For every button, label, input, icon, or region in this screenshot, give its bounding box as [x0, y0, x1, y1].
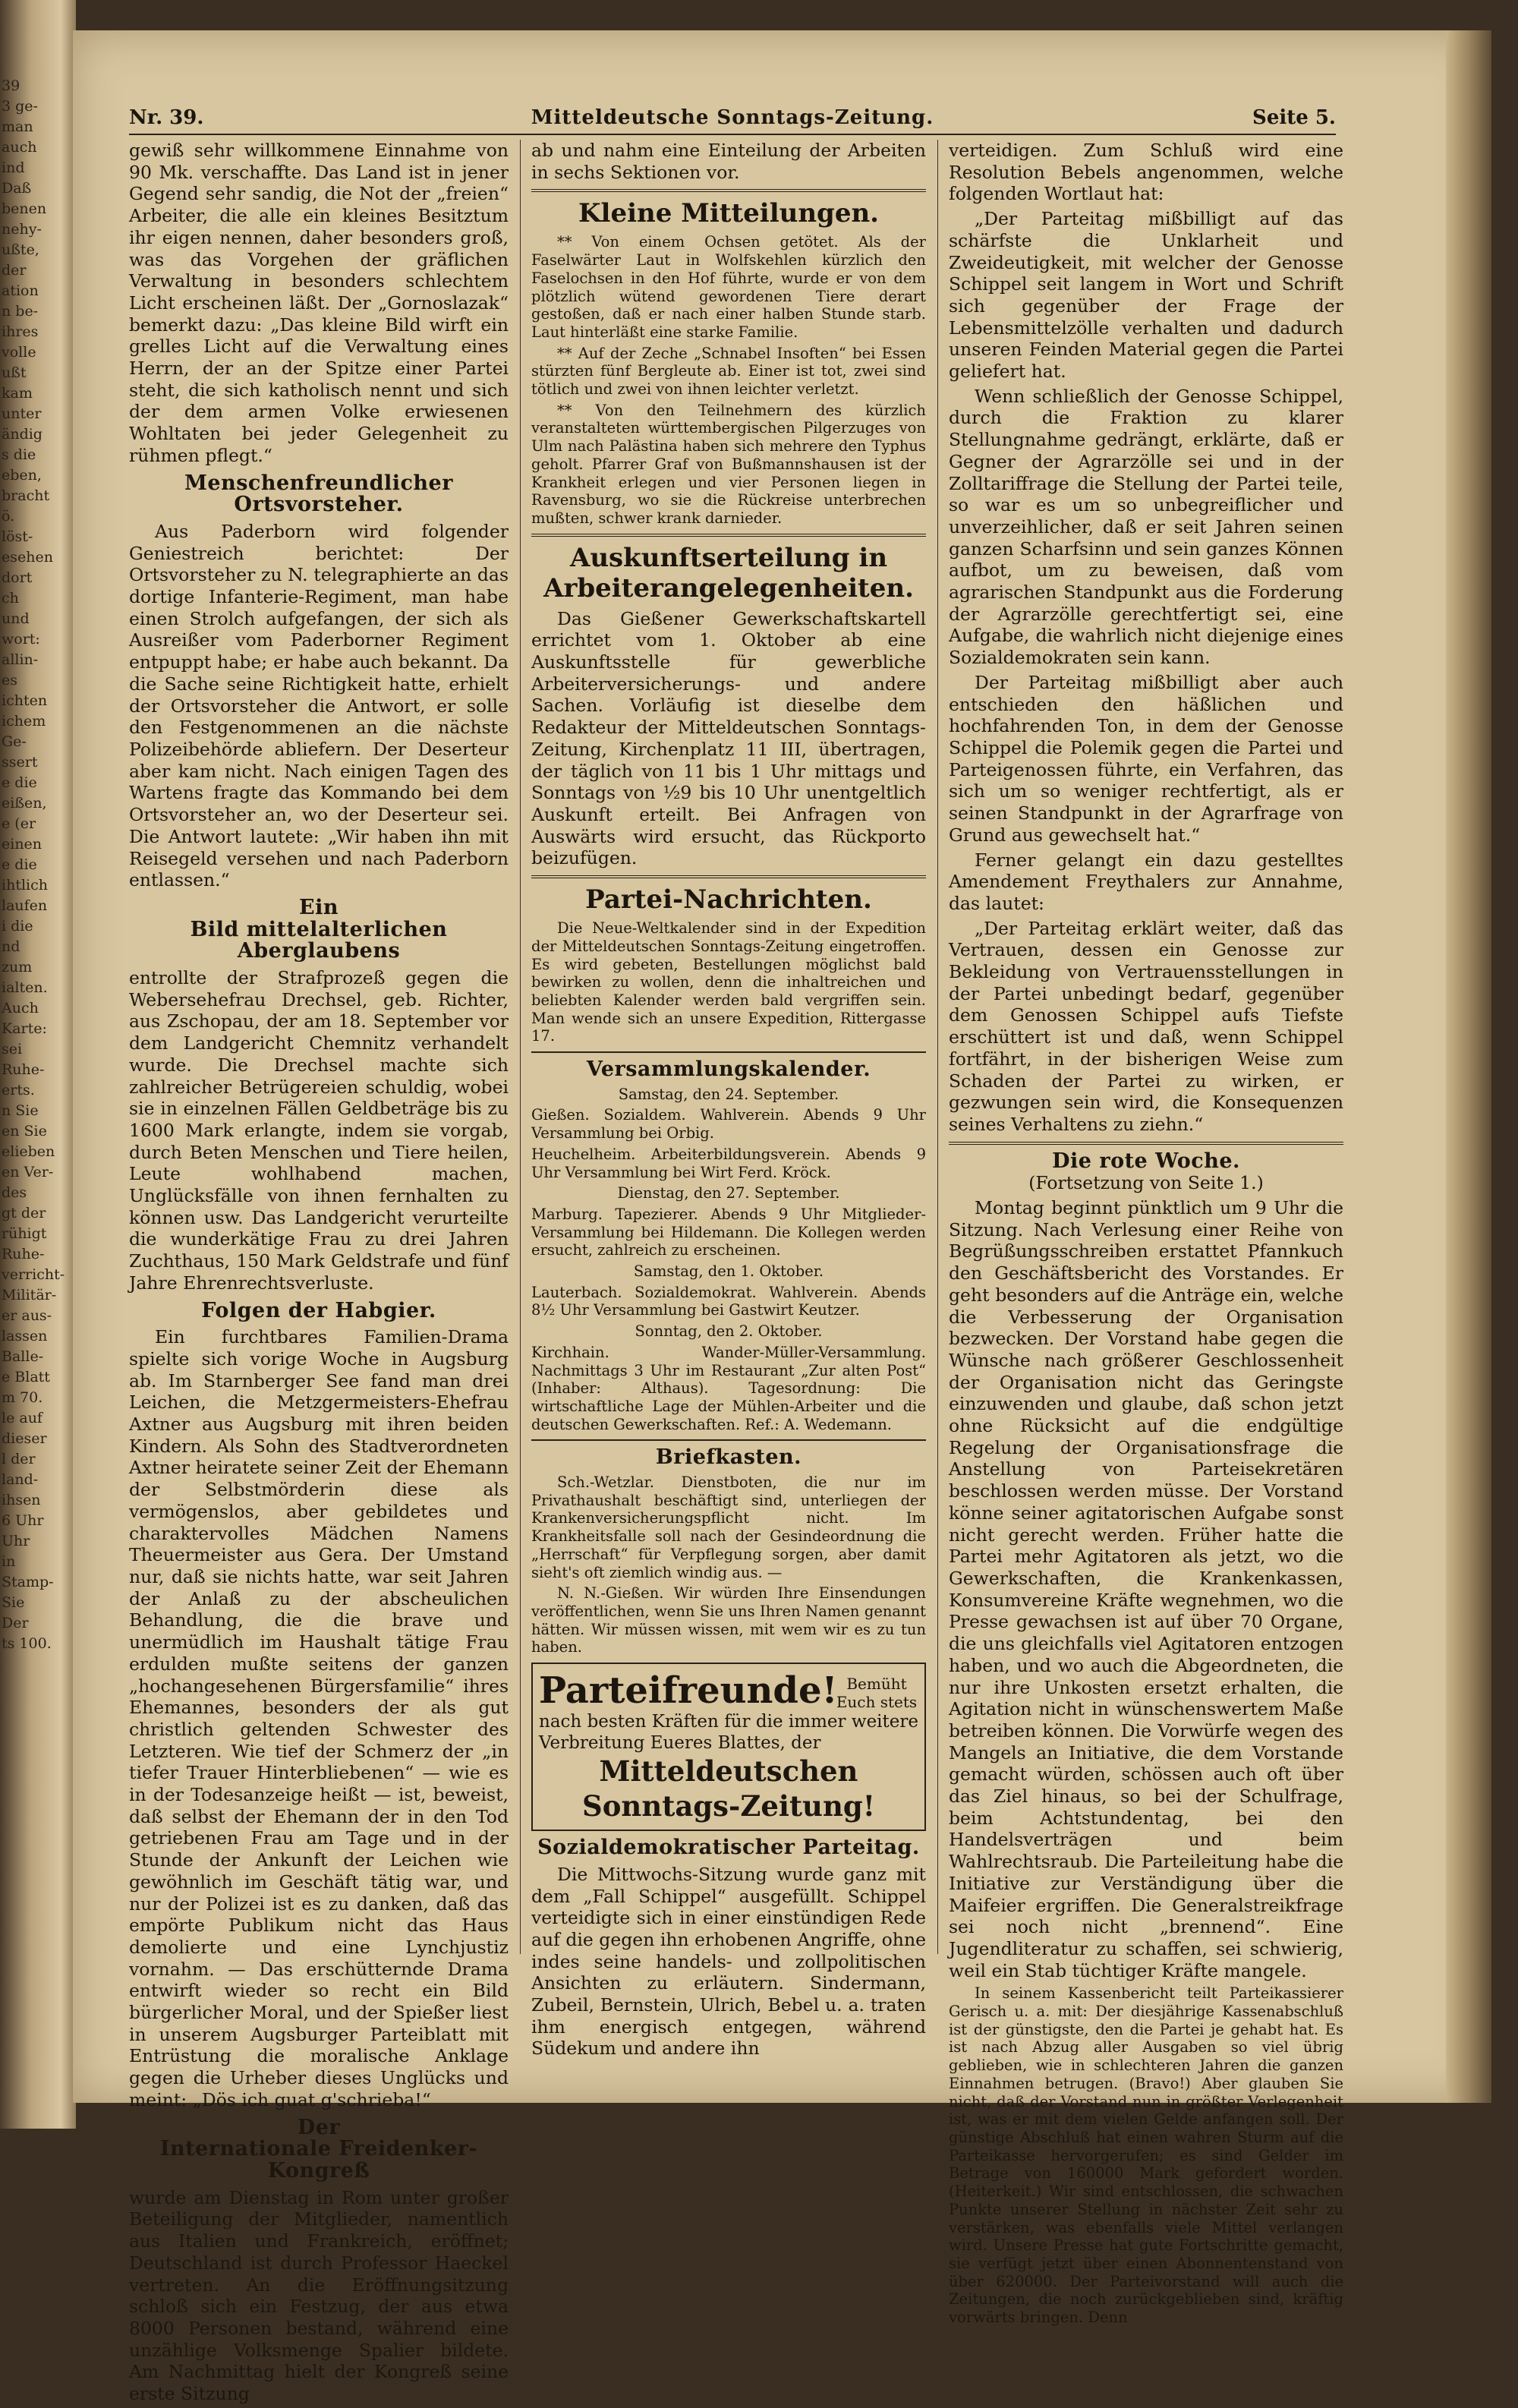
- headline: Briefkasten.: [655, 1445, 802, 1470]
- divider: [531, 875, 926, 878]
- margin-fragment: lassen: [2, 1328, 48, 1344]
- margin-fragment: einen: [2, 836, 43, 853]
- meeting-entry: Gießen. Sozialdem. Wahlverein. Abends 9 Uhr Versammlung bei Orbig.: [531, 1106, 926, 1143]
- margin-fragment: des: [2, 1184, 27, 1201]
- headline: Bild mittelalterlichen Aberglaubens: [190, 917, 448, 963]
- margin-fragment: man: [2, 118, 33, 135]
- ad-headline: Parteifreunde!: [539, 1669, 838, 1713]
- margin-fragment: kam: [2, 385, 33, 402]
- margin-fragment: ändig: [2, 426, 43, 443]
- headline: Ein: [299, 895, 339, 919]
- margin-fragment: der: [2, 262, 27, 279]
- margin-fragment: wort:: [2, 631, 40, 648]
- margin-fragment: en Ver-: [2, 1164, 54, 1180]
- margin-fragment: ihtlich: [2, 877, 48, 894]
- resolution-text: „Der Parteitag mißbilligt auf das schärfste die Unklarheit und Zweideutigkeit, mit welcher der Genosse Schippel seit langem in Wort und Schrift sich gegenüber der Frage der Lebensmittelzölle verhalten und dadurch unseren Feinden Material gegen die Partei geliefert hat.: [949, 208, 1343, 383]
- margin-fragment: Sie: [2, 1594, 25, 1611]
- column-3: [949, 140, 1343, 2330]
- margin-fragment: unter: [2, 405, 42, 422]
- margin-fragment: Daß: [2, 180, 32, 197]
- article-text: ab und nahm eine Einteilung der Arbeiten in sechs Sektionen vor.: [531, 140, 926, 183]
- margin-fragment: ialten.: [2, 979, 48, 996]
- margin-fragment: ö.: [2, 508, 15, 525]
- divider: [531, 1051, 926, 1053]
- continuation-note: (Fortsetzung von Seite 1.): [1028, 1172, 1264, 1194]
- margin-fragment: 39: [2, 77, 20, 94]
- resolution-text: Wenn schließlich der Genosse Schippel, durch die Fraktion zu klarer Stellungnahme gedrängt, erklärte, daß er Gegner der Agrarzölle sei und in der Zolltariffrage die Stellung der Partei teile, so war es um so unbegreiflicher und unverzeihlicher, daß er seit Jahren seinen ganzen Scharfsinn und sein ganzes Können aufbot, um zu beweisen, daß vom agrarischen Standpunkt aus die Forderung der Agrarzölle gerechtfertigt sei, eine Aufgabe, die wahrlich nicht diejenige eines Sozialdemokraten sein kann.: [949, 385, 1343, 669]
- margin-fragment: Der: [2, 1615, 29, 1631]
- margin-fragment: rühigt: [2, 1225, 47, 1242]
- divider: [531, 1439, 926, 1441]
- date-line: Samstag, den 1. Oktober.: [633, 1262, 824, 1281]
- article-text: Ein furchtbares Familien-Drama spielte sich vorige Woche in Augsburg ab. Im Starnberger See fand man drei Leichen, die Metzgermeisters-Ehefrau Axtner aus Augsburg mit ihren beiden Kindern. Als Sohn des Stadtverordneten Axtner heiratete seiner Zeit der Ehemann der Selbstmörderin diese als vermögenslos, aber gebildetes und charaktervolles Mädchen Namens Theuermeister aus Gera. Der Umstand nur, daß sie nichts hatte, war seit Jahren der Anlaß zu der abscheulichen Behandlung, die die brave und unermüdlich im Haushalt tätige Frau erdulden mußte seitens der ganzen „hochangesehenen Bürgersfamilie“ ihres Ehemannes, besonders der als gut christlich geltenden Schwester des Letzteren. Wie tief der Schmerz der „in tiefer Trauer Hinterbliebenen“ — wie es in der Todesanzeige heißt — ist, beweist, daß selbst der Ehemann der in den Tod getriebenen Frau am Tage und in der Stunde der Ankunft der Leichen wie gewöhnlich im Geschäft tätig war, und nur der Polizei ist es zu danken, daß das empörte Publikum nicht das Haus demolierte und eine Lynchjustiz vornahm. — Das erschütternde Drama entwirft wieder so recht ein Bild bürgerlicher Moral, und der Spießer liest in unserem Augsburger Parteiblatt mit Entrüstung die moralische Anklage gegen die Urheber dieses Unglücks und meint: „Dös ich guat g'schrieba!“: [129, 1326, 509, 2110]
- margin-fragment: Stamp-: [2, 1574, 54, 1590]
- margin-fragment: e die: [2, 856, 37, 873]
- headline: Internationale Freidenker-Kongreß: [159, 2137, 478, 2183]
- article-text: In seinem Kassenbericht teilt Parteikassierer Gerisch u. a. mit: Der diesjährige Kassenabschluß ist der günstigste, den die Partei je gehabt hat. Es ist nach Abzug aller Ausgaben so viel übrig geblieben, wie in schlechteren Jahren die ganzen Einnahmen betrugen. (Bravo!) Aber glauben Sie nicht, daß der Vorstand nun in größter Verlegenheit ist, was er mit dem vielen Gelde anfangen soll. Der günstige Abschluß hat einen wahren Sturm auf die Parteikasse hervorgerufen; es sind Gelder im Betrage von 160000 Mark gefordert worden. (Heiterkeit.) Wir sind entschlossen, die schwachen Punkte unserer Stellung in nächster Zeit sehr zu verstärken, was ebenfalls viele Mittel verlangen wird. Unsere Presse hat gute Fortschritte gemacht, sie verfügt jetzt über einen Abonnentenstand von über 620000. Der Parteivorstand will auch die Zeitungen, die noch zurückgeblieben sind, kräftig vorwärts bringen. Denn: [949, 1984, 1343, 2327]
- margin-fragment: es: [2, 672, 17, 689]
- margin-fragment: auch: [2, 139, 37, 156]
- issue-number: Nr. 39.: [129, 106, 204, 129]
- article-text: entrollte der Strafprozeß gegen die Webersehefrau Drechsel, geb. Richter, aus Zschopau, der am 18. September vor dem Landgericht Chemnitz verhandelt wurde. Die Drechsel machte sich zahlreicher Betrügereien schuldig, wobei sie in einzelnen Fällen Geldbeträge bis zu 1600 Mark erlangte, indem sie vorgab, durch Beten Menschen und Tiere heilen, Leute wohlhabend machen, Unglücksfälle von ihnen fernhalten zu können usw. Das Landgericht verurteilte die wunderkätige Frau zu drei Jahren Zuchthaus, 150 Mark Geldstrafe und fünf Jahre Ehrenrechtsverluste.: [129, 967, 509, 1294]
- news-item: ** Von einem Ochsen getötet. Als der Faselwärter Laut in Wolfskehlen kürzlich den Faselochsen in den Hof führte, wurde er von dem plötzlich wütend gewordenen Tiere derart gestoßen, daß er nach einer halben Stunde starb. Laut hinterläßt eine starke Familie.: [531, 233, 926, 341]
- date-line: Samstag, den 24. September.: [618, 1085, 839, 1103]
- margin-fragment: ihres: [2, 323, 39, 340]
- letter-reply: Sch.-Wetzlar. Dienstboten, die nur im Privathaushalt beschäftigt sind, unterliegen der Krankenversicherungspflicht nicht. Im Krankheitsfalle soll nach der Gesindeordnung die „Herrschaft“ für Verpflegung sorgen, aber damit sieht's oft ziemlich windig aus. —: [531, 1473, 926, 1581]
- column-rule: [937, 140, 938, 1954]
- article-text: wurde am Dienstag in Rom unter großer Beteiligung der Mitglieder, namentlich aus Italien und Frankreich, eröffnet; Deutschland ist durch Professor Haeckel vertreten. An die Eröffnungsitzung schloß sich ein Festzug, der aus etwa 8000 Personen bestand, während eine unzählige Volksmenge Spalier bildete. Am Nachmittag hielt der Kongreß seine erste Sitzung: [129, 2186, 509, 2405]
- margin-fragment: ihsen: [2, 1492, 41, 1508]
- margin-fragment: Uhr: [2, 1533, 30, 1549]
- margin-fragment: nd: [2, 938, 20, 955]
- meeting-entry: Lauterbach. Sozialdemokrat. Wahlverein. Abends 8½ Uhr Versammlung bei Gastwirt Keutzer.: [531, 1283, 926, 1319]
- column-rule: [520, 140, 521, 1954]
- margin-fragment: gt der: [2, 1205, 46, 1221]
- margin-fragment: Ruhe-: [2, 1246, 45, 1262]
- margin-fragment: Militär-: [2, 1287, 57, 1303]
- column-2: [531, 140, 926, 2063]
- news-item: ** Von den Teilnehmern des kürzlich veranstalteten württembergischen Pilgerzuges von Ulm nach Palästina haben sich mehrere den Typhus geholt. Pfarrer Graf von Bußmannshausen ist der Krankheit erlegen und vier Personen liegen in Ravensburg, wo sie die Rückreise unterbrechen mußten, schwer krank darnieder.: [531, 401, 926, 527]
- article-text: Das Gießener Gewerkschaftskartell errichtet vom 1. Oktober ab eine Auskunftsstelle für gewerbliche Arbeiterversicherungs- und andere Sachen. Vorläufig ist dieselbe dem Redakteur der Mitteldeutschen Sonntags-Zeitung, Kirchenplatz 11 III, übertragen, der täglich von 11 bis 1 Uhr mittags und Sonntags von ½9 bis 10 Uhr unentgeltlich Auskunft erteilt. Bei Anfragen von Auswärts wird ersucht, das Rückporto beizufügen.: [531, 607, 926, 869]
- margin-fragment: dort: [2, 569, 33, 586]
- news-item: ** Auf der Zeche „Schnabel Insoften“ bei Essen stürzten fünf Bergleute ab. Einer ist tot, zwei sind tötlich und zwei von ihnen leichter verletzt.: [531, 344, 926, 399]
- margin-fragment: ts 100.: [2, 1635, 52, 1652]
- headline: Folgen der Habgier.: [201, 1298, 436, 1322]
- headline: Die rote Woche.: [1052, 1149, 1240, 1173]
- margin-fragment: er aus-: [2, 1307, 52, 1324]
- margin-fragment: allin-: [2, 651, 39, 668]
- margin-fragment: m 70.: [2, 1389, 43, 1406]
- divider: [531, 534, 926, 537]
- headline: Auskunftserteilung in Arbeiterangelegenheiten.: [543, 542, 914, 604]
- margin-fragment: volle: [2, 344, 36, 361]
- article-text: gewiß sehr willkommene Einnahme von 90 Mk. verschaffte. Das Land ist in jener Gegend sehr sandig, die Not der „freien“ Arbeiter, die alle ein kleines Besitztum ihr eigen nennen, daher besonders groß, was das Vorgehen der gräflichen Verwaltung in besonders schlechtem Licht erscheinen läßt. Der „Gornoslazak“ bemerkt dazu: „Das kleine Bild wirft ein grelles Licht auf die Verwaltung eines Herrn, der an der Spitze einer Partei steht, die sich katholisch nennt und sich der dem armen Volke erwiesenen Wohltaten bei jeder Gelegenheit zu rühmen pflegt.“: [129, 140, 509, 466]
- margin-fragment: n Sie: [2, 1102, 39, 1119]
- margin-fragment: nehy-: [2, 221, 42, 238]
- date-line: Dienstag, den 27. September.: [617, 1184, 840, 1202]
- headline: Partei-Nachrichten.: [585, 884, 872, 916]
- margin-fragment: ation: [2, 282, 39, 299]
- masthead: [129, 106, 1336, 135]
- headline: Menschenfreundlicher Ortsvorsteher.: [184, 471, 453, 517]
- date-line: Sonntag, den 2. Oktober.: [635, 1322, 823, 1341]
- margin-fragment: Balle-: [2, 1348, 44, 1365]
- article-text: Die Neue-Weltkalender sind in der Expedition der Mitteldeutschen Sonntags-Zeitung eingetroffen. Es wird gebeten, Bestellungen möglichst bald bewirken zu wollen, denn die inhaltreichen und beliebten Kalender werden bald vergriffen sein. Man wende sich an unsere Expedition, Rittergasse 17.: [531, 919, 926, 1045]
- ad-side-text: Bemüht Euch stets: [836, 1675, 918, 1712]
- margin-fragment: zum: [2, 959, 33, 975]
- margin-fragment: Ruhe-: [2, 1061, 45, 1078]
- margin-fragment: Karte:: [2, 1020, 47, 1037]
- article-text: Aus Paderborn wird folgender Geniestreich berichtet: Der Ortsvorsteher zu N. telegraphierte an das dortige Infanterie-Regiment, man habe einen Strolch aufgefangen, der sich als Ausreißer vom Paderborner Regiment entpuppt habe; er habe auch bekannt. Da die Sache seine Richtigkeit hatte, erhielt der Ortsvorsteher die Antwort, er solle den Festgenommenen an die nächste Polizeibehörde abliefern. Der Deserteur aber kam nicht. Nach einigen Tagen des Wartens fragte das Kommando bei dem Ortsvorsteher an, wo der Deserteur sei. Die Antwort lautete: „Wir haben ihn mit Reisegeld versehen und nach Paderborn entlassen.“: [129, 520, 509, 891]
- margin-fragment: eißen,: [2, 795, 47, 812]
- margin-fragment: löst-: [2, 528, 33, 545]
- margin-fragment: ußte,: [2, 241, 39, 258]
- margin-fragment: ußt: [2, 364, 27, 381]
- margin-fragment: e die: [2, 774, 37, 791]
- margin-fragment: ch: [2, 590, 19, 607]
- margin-fragment: Ge-: [2, 733, 27, 750]
- previous-page-margin: [2, 76, 65, 1654]
- margin-fragment: s die: [2, 446, 36, 463]
- margin-fragment: e (er: [2, 815, 36, 832]
- resolution-text: Ferner gelangt ein dazu gestelltes Amendement Freythalers zur Annahme, das lautet:: [949, 849, 1343, 914]
- article-text: Die Mittwochs-Sitzung wurde ganz mit dem „Fall Schippel“ ausgefüllt. Schippel verteidigte sich in einer einstündigen Rede auf die gegen ihn erhobenen Angriffe, ohne indes seine handels- und zollpolitischen Ansichten zu erläutern. Sindermann, Zubeil, Bernstein, Ulrich, Bebel u. a. traten ihm energisch entgegen, während Südekum und andere ihn: [531, 1863, 926, 2060]
- margin-fragment: ssert: [2, 754, 38, 771]
- article-text: Montag beginnt pünktlich um 9 Uhr die Sitzung. Nach Verlesung einer Reihe von Begrüßungsschreiben erstattet Pfannkuch den Geschäftsbericht des Vorstandes. Er geht besonders auf die Anträge ein, welche die Verbesserung der Organisation bezwecken. Der Vorstand habe gegen die Wünsche nach größerer Geschlossenheit der Organisation nicht das Geringste einzuwenden und glaube, daß schon jetzt ohne Rücksicht auf die endgültige Regelung der Organisationsfrage die Anstellung von Parteisekretären beschlossen werden müsse. Der Vorstand könne seiner agitatorischen Aufgabe sonst nicht gerecht werden. Früher hatte die Partei mehr Agitatoren als jetzt, wo die Gewerkschaften, die Krankenkassen, Konsumvereine Kräfte wegnehmen, wo die Presse gewachsen ist auf über 70 Organe, die uns gleichfalls viel Agitatoren entzogen haben, und wo auch die Abgeordneten, die nur ihre Unkosten ersetzt erhalten, die Agitation nicht in wünschenswertem Maße betreiben können. Die Vorwürfe wegen des Mangels an Initiative, die dem Vorstande gemacht würden, schössen auch oft über das Ziel hinaus, so bei der Schulfrage, beim Achtstundentag, bei den Handelsverträgen und beim Wahlrechtsraub. Die Parteileitung habe die Initiative zur Verständigung über die Maifeier ergriffen. Die Generalstreikfrage sei noch nicht „brennend“. Eine Jugendliteratur zu schaffen, sei schwierig, weil ein Stab tüchtiger Kräfte mangele.: [949, 1197, 1343, 1981]
- page-number: Seite 5.: [1252, 106, 1336, 129]
- margin-fragment: n be-: [2, 303, 39, 320]
- headline: Der: [297, 2115, 341, 2139]
- paper-title: Mitteldeutsche Sonntags-Zeitung.: [531, 106, 934, 129]
- divider: [949, 1142, 1343, 1145]
- headline: Versammlungskalender.: [586, 1057, 871, 1082]
- margin-fragment: ichten: [2, 692, 48, 709]
- page-edge: [1446, 30, 1491, 2103]
- margin-fragment: dieser: [2, 1430, 47, 1447]
- column-1: [129, 140, 509, 2408]
- margin-fragment: sei: [2, 1041, 23, 1057]
- headline: Kleine Mitteilungen.: [578, 198, 880, 229]
- meeting-entry: Kirchhain. Wander-Müller-Versammlung. Nachmittags 3 Uhr im Restaurant „Zur alten Post“ (Inhaber: Althaus). Tagesordnung: Die wirtschaftliche Lage der Mühlen-Arbeiter und die deutschen Gewerkschaften. Ref.: A. Wedemann.: [531, 1343, 926, 1433]
- ad-body: nach besten Kräften für die immer weitere Verbreitung Eueres Blattes, der: [539, 1712, 918, 1754]
- article-text: verteidigen. Zum Schluß wird eine Resolution Bebels angenommen, welche folgenden Wortlaut hat:: [949, 140, 1343, 205]
- letter-reply: N. N.-Gießen. Wir würden Ihre Einsendungen veröffentlichen, wenn Sie uns Ihren Namen genannt hätten. Wir müssen wissen, mit wem wir es zu tun haben.: [531, 1584, 926, 1656]
- margin-fragment: und: [2, 610, 30, 627]
- resolution-text: Der Parteitag mißbilligt aber auch entschieden den häßlichen und hochfahrenden Ton, in dem der Genosse Schippel die Polemik gegen die Partei und Parteigenossen führte, ein Verfahren, das sich um so weniger rechtfertigt, als er seinen Standpunkt in der Agrarfrage von Grund aus gewechselt hat.“: [949, 671, 1343, 846]
- resolution-text: „Der Parteitag erklärt weiter, daß das Vertrauen, dessen ein Genosse zur Bekleidung von Vertrauensstellungen in der Partei unbedingt bedarf, gegenüber dem Genossen Schippel aufs Tiefste erschüttert ist und daß, wenn Schippel fortfährt, in der bisherigen Weise zum Schaden der Partei zu wirken, er gezwungen sein wird, die Konsequenzen seines Verhaltens zu ziehn.“: [949, 917, 1343, 1135]
- margin-fragment: erts.: [2, 1082, 35, 1098]
- margin-fragment: esehen: [2, 549, 53, 566]
- margin-fragment: 3 ge-: [2, 98, 38, 115]
- margin-fragment: land-: [2, 1471, 39, 1488]
- margin-fragment: en Sie: [2, 1123, 47, 1139]
- headline: Sozialdemokratischer Parteitag.: [537, 1836, 920, 1860]
- margin-fragment: ichem: [2, 713, 46, 730]
- margin-fragment: in: [2, 1553, 16, 1570]
- meeting-entry: Heuchelheim. Arbeiterbildungsverein. Abends 9 Uhr Versammlung bei Wirt Ferd. Kröck.: [531, 1145, 926, 1181]
- margin-fragment: ind: [2, 159, 25, 176]
- margin-fragment: eben,: [2, 467, 42, 484]
- margin-fragment: verricht-: [2, 1266, 65, 1283]
- advertisement: [531, 1663, 926, 1831]
- margin-fragment: le auf: [2, 1410, 43, 1426]
- margin-fragment: e Blatt: [2, 1369, 50, 1385]
- margin-fragment: elieben: [2, 1143, 55, 1160]
- margin-fragment: 6 Uhr: [2, 1512, 44, 1529]
- margin-fragment: laufen: [2, 897, 48, 914]
- margin-fragment: benen: [2, 200, 47, 217]
- margin-fragment: i die: [2, 918, 33, 935]
- margin-fragment: bracht: [2, 487, 50, 504]
- margin-fragment: l der: [2, 1451, 36, 1467]
- divider: [531, 189, 926, 192]
- margin-fragment: Auch: [2, 1000, 39, 1016]
- ad-paper-name: Mitteldeutschen Sonntags-Zeitung!: [582, 1754, 875, 1823]
- meeting-entry: Marburg. Tapezierer. Abends 9 Uhr Mitglieder-Versammlung bei Hildemann. Die Kollegen werden ersucht, zahlreich zu erscheinen.: [531, 1205, 926, 1259]
